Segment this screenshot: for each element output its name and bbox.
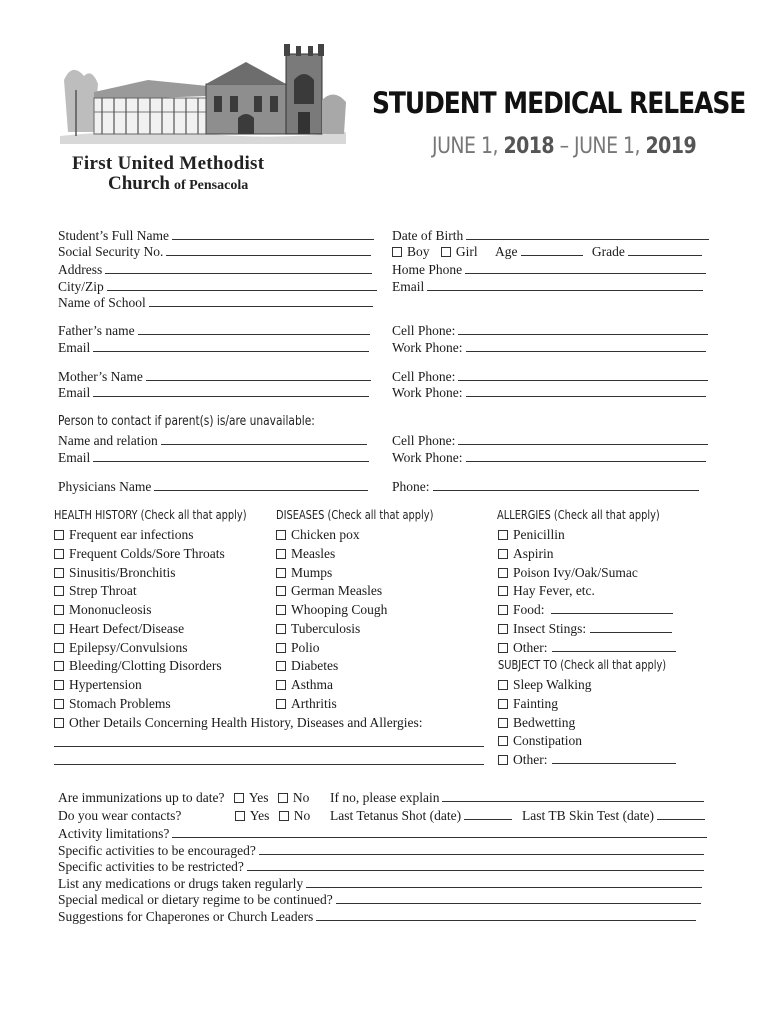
suggestions-field[interactable] [58, 909, 696, 925]
checkbox[interactable] [498, 680, 508, 690]
church-name-line2 [108, 173, 248, 195]
checkbox[interactable] [276, 680, 286, 690]
other-details-label: Other Details Concerning Health History, Diseases and Allergies: [69, 715, 423, 730]
disease-item-label: Asthma [291, 677, 333, 692]
other-details-item[interactable] [54, 715, 423, 731]
disease-item-label: Chicken pox [291, 527, 360, 542]
checkbox[interactable] [276, 699, 286, 709]
checkbox[interactable] [276, 605, 286, 615]
checkbox[interactable] [54, 718, 64, 728]
checkbox[interactable] [498, 718, 508, 728]
father-cell-label: Cell Phone: [392, 323, 456, 338]
medications-label: List any medications or drugs taken regularly [58, 876, 304, 891]
immunizations-row [58, 790, 309, 806]
age-label: Age [495, 244, 518, 259]
subject-item-label: Fainting [513, 696, 559, 711]
encouraged-field[interactable] [58, 843, 704, 859]
allergies-heading: ALLERGIES (Check all that apply) [497, 508, 660, 522]
checkbox[interactable] [498, 530, 508, 540]
checkbox[interactable] [276, 586, 286, 596]
checkbox[interactable] [54, 568, 64, 578]
checkbox[interactable] [498, 736, 508, 746]
checkbox[interactable] [498, 643, 508, 653]
school-label: Name of School [58, 295, 146, 310]
disease-item-label: German Measles [291, 583, 383, 598]
student-name-field[interactable] [58, 228, 374, 244]
checkbox[interactable] [498, 549, 508, 559]
physician-name-field[interactable] [58, 479, 368, 495]
health-item[interactable] [54, 658, 222, 674]
immunizations-label: Are immunizations up to date? [58, 790, 225, 805]
checkbox[interactable] [498, 699, 508, 709]
father-work-field[interactable] [392, 340, 706, 356]
page-title: STUDENT MEDICAL RELEASE [372, 86, 746, 120]
contacts-label: Do you wear contacts? [58, 808, 182, 823]
boy-checkbox[interactable] [392, 247, 402, 257]
church-city: of Pensacola [173, 178, 249, 193]
contacts-yes-checkbox[interactable] [235, 811, 245, 821]
allergy-item-label: Poison Ivy/Oak/Sumac [513, 565, 638, 580]
girl-label: Girl [455, 244, 478, 259]
disease-item[interactable] [276, 640, 320, 656]
regime-field[interactable] [58, 892, 701, 908]
health-item-label: Bleeding/Clotting Disorders [69, 658, 222, 673]
allergy-item[interactable] [498, 527, 565, 543]
mother-work-label: Work Phone: [392, 385, 463, 400]
restricted-field[interactable] [58, 859, 704, 875]
school-field[interactable] [58, 295, 373, 311]
disease-item-label: Diabetes [291, 658, 339, 673]
health-item-label: Heart Defect/Disease [69, 621, 185, 636]
checkbox[interactable] [276, 661, 286, 671]
checkbox[interactable] [276, 530, 286, 540]
date-end-month: – JUNE 1, [554, 134, 646, 159]
subject-item-label: Sleep Walking [513, 677, 592, 692]
mother-email-label: Email [58, 385, 91, 400]
health-item-label: Stomach Problems [69, 696, 171, 711]
church-name-line1: First United Methodist [72, 153, 265, 174]
address-label: Address [58, 262, 103, 277]
father-name-label: Father’s name [58, 323, 135, 338]
mother-email-field[interactable] [58, 385, 369, 401]
subject-other-item[interactable] [498, 752, 676, 768]
activity-limitations-field[interactable] [58, 826, 707, 842]
allergy-item[interactable] [498, 546, 554, 562]
contacts-row [58, 808, 310, 824]
father-work-label: Work Phone: [392, 340, 463, 355]
disease-item-label: Tuberculosis [291, 621, 361, 636]
disease-item[interactable] [276, 677, 333, 693]
contact-work-field[interactable] [392, 450, 706, 466]
date-range [432, 134, 696, 159]
checkbox[interactable] [276, 624, 286, 634]
dob-field[interactable] [392, 228, 709, 244]
checkbox[interactable] [54, 643, 64, 653]
subject-item[interactable] [498, 677, 592, 693]
insect-input[interactable] [590, 621, 672, 633]
disease-item[interactable] [276, 696, 337, 712]
student-email-label: Email [392, 279, 425, 294]
restricted-label: Specific activities to be restricted? [58, 859, 244, 874]
regime-label: Special medical or dietary regime to be continued? [58, 892, 333, 907]
ssn-field[interactable] [58, 244, 371, 260]
contact-cell-field[interactable] [392, 433, 708, 449]
checkbox[interactable] [498, 605, 508, 615]
age-input[interactable] [521, 244, 583, 256]
diseases-heading: DISEASES (Check all that apply) [276, 508, 434, 522]
checkbox[interactable] [54, 605, 64, 615]
allergy-other-item[interactable] [498, 640, 676, 656]
health-item[interactable] [54, 546, 225, 562]
allergy-item-label: Food: [513, 602, 545, 617]
disease-item-label: Measles [291, 546, 336, 561]
father-email-label: Email [58, 340, 91, 355]
checkbox[interactable] [498, 755, 508, 765]
mother-name-field[interactable] [58, 369, 371, 385]
allergy-item-label: Hay Fever, etc. [513, 583, 595, 598]
no-label: No [293, 808, 311, 823]
health-item[interactable] [54, 527, 193, 543]
grade-label: Grade [591, 244, 625, 259]
date-start-year: 2018 [503, 134, 555, 159]
checkbox[interactable] [276, 549, 286, 559]
tetanus-field[interactable] [330, 808, 512, 824]
suggestions-label: Suggestions for Chaperones or Church Leaders [58, 909, 314, 924]
health-item-label: Hypertension [69, 677, 142, 692]
subject-item[interactable] [498, 733, 582, 749]
immunizations-yes-checkbox[interactable] [234, 793, 244, 803]
physician-name-label: Physicians Name [58, 479, 152, 494]
contact-email-field[interactable] [58, 450, 369, 466]
city-zip-label: City/Zip [58, 279, 104, 294]
allergy-item-label: Aspirin [513, 546, 554, 561]
ssn-label: Social Security No. [58, 244, 164, 259]
explain-field[interactable] [330, 790, 704, 806]
allergy-food-item[interactable] [498, 602, 673, 618]
church-building-illustration [58, 40, 348, 150]
allergy-item-label: Insect Stings: [513, 621, 587, 636]
health-item-label: Mononucleosis [69, 602, 152, 617]
encouraged-label: Specific activities to be encouraged? [58, 843, 256, 858]
disease-item[interactable] [276, 546, 335, 562]
health-item[interactable] [54, 583, 137, 599]
allergy-item[interactable] [498, 583, 595, 599]
contacts-no-checkbox[interactable] [279, 811, 289, 821]
health-item[interactable] [54, 696, 171, 712]
tb-label: Last TB Skin Test (date) [522, 808, 655, 823]
medications-field[interactable] [58, 876, 702, 892]
contact-name-label: Name and relation [58, 433, 158, 448]
home-phone-label: Home Phone [392, 262, 463, 277]
no-label: No [292, 790, 310, 805]
health-history-heading: HEALTH HISTORY (Check all that apply) [54, 508, 247, 522]
grade-input[interactable] [628, 244, 702, 256]
health-item[interactable] [54, 602, 152, 618]
mother-name-label: Mother’s Name [58, 369, 143, 384]
subject-item-label: Bedwetting [513, 715, 576, 730]
contact-cell-label: Cell Phone: [392, 433, 456, 448]
mother-cell-label: Cell Phone: [392, 369, 456, 384]
contact-work-label: Work Phone: [392, 450, 463, 465]
checkbox[interactable] [54, 624, 64, 634]
date-start-month: JUNE 1, [432, 134, 504, 159]
tetanus-label: Last Tetanus Shot (date) [330, 808, 462, 823]
disease-item[interactable] [276, 527, 360, 543]
student-name-label: Student’s Full Name [58, 228, 169, 243]
checkbox[interactable] [276, 643, 286, 653]
subject-item[interactable] [498, 715, 575, 731]
city-zip-field[interactable] [58, 279, 377, 295]
disease-item[interactable] [276, 658, 338, 674]
disease-item[interactable] [276, 583, 382, 599]
checkbox[interactable] [54, 680, 64, 690]
activity-limitations-label: Activity limitations? [58, 826, 170, 841]
physician-phone-field[interactable] [392, 479, 699, 495]
disease-item-label: Mumps [291, 565, 333, 580]
checkbox[interactable] [54, 530, 64, 540]
subject-item[interactable] [498, 696, 558, 712]
yes-label: Yes [248, 790, 269, 805]
mother-cell-field[interactable] [392, 369, 708, 385]
subject-other-input[interactable] [552, 752, 676, 764]
health-item-label: Frequent ear infections [69, 527, 194, 542]
subject-item-label: Constipation [513, 733, 583, 748]
father-email-field[interactable] [58, 340, 369, 356]
checkbox[interactable] [54, 661, 64, 671]
allergy-item-label: Penicillin [513, 527, 565, 542]
food-input[interactable] [551, 602, 673, 614]
subject-to-heading: SUBJECT TO (Check all that apply) [498, 658, 667, 672]
allergy-item-label: Other: [513, 640, 548, 655]
tb-test-field[interactable] [522, 808, 705, 824]
checkbox[interactable] [498, 586, 508, 596]
checkbox[interactable] [54, 699, 64, 709]
other-details-line-2[interactable] [54, 764, 484, 765]
contact-heading: Person to contact if parent(s) is/are unavailable: [58, 414, 315, 429]
checkbox[interactable] [54, 549, 64, 559]
contact-name-field[interactable] [58, 433, 367, 449]
checkbox[interactable] [54, 586, 64, 596]
health-item-label: Epilepsy/Convulsions [69, 640, 188, 655]
home-phone-field[interactable] [392, 262, 706, 278]
checkbox[interactable] [498, 568, 508, 578]
health-item[interactable] [54, 565, 176, 581]
disease-item-label: Whooping Cough [291, 602, 388, 617]
disease-item-label: Arthritis [291, 696, 337, 711]
allergy-item[interactable] [498, 565, 638, 581]
disease-item-label: Polio [291, 640, 320, 655]
date-end-year: 2019 [645, 134, 697, 159]
health-item-label: Sinusitis/Bronchitis [69, 565, 176, 580]
father-name-field[interactable] [58, 323, 370, 339]
other-details-line-1[interactable] [54, 746, 484, 747]
father-cell-field[interactable] [392, 323, 708, 339]
address-field[interactable] [58, 262, 372, 278]
health-item-label: Strep Throat [69, 583, 137, 598]
immunizations-no-checkbox[interactable] [278, 793, 288, 803]
checkbox[interactable] [276, 568, 286, 578]
boy-label: Boy [407, 244, 430, 259]
physician-phone-label: Phone: [392, 479, 430, 494]
disease-item[interactable] [276, 602, 387, 618]
church-word: Church [108, 173, 170, 194]
student-email-field[interactable] [392, 279, 703, 295]
allergy-other-input[interactable] [552, 640, 676, 652]
dob-label: Date of Birth [392, 228, 464, 243]
health-item-label: Frequent Colds/Sore Throats [69, 546, 225, 561]
checkbox[interactable] [498, 624, 508, 634]
gender-age-grade-row [392, 244, 702, 260]
health-item[interactable] [54, 677, 142, 693]
contact-email-label: Email [58, 450, 91, 465]
yes-label: Yes [249, 808, 270, 823]
explain-label: If no, please explain [330, 790, 440, 805]
mother-work-field[interactable] [392, 385, 706, 401]
girl-checkbox[interactable] [441, 247, 451, 257]
allergy-insect-item[interactable] [498, 621, 672, 637]
health-item[interactable] [54, 621, 184, 637]
disease-item[interactable] [276, 621, 360, 637]
disease-item[interactable] [276, 565, 332, 581]
subject-item-label: Other: [513, 752, 548, 767]
health-item[interactable] [54, 640, 188, 656]
